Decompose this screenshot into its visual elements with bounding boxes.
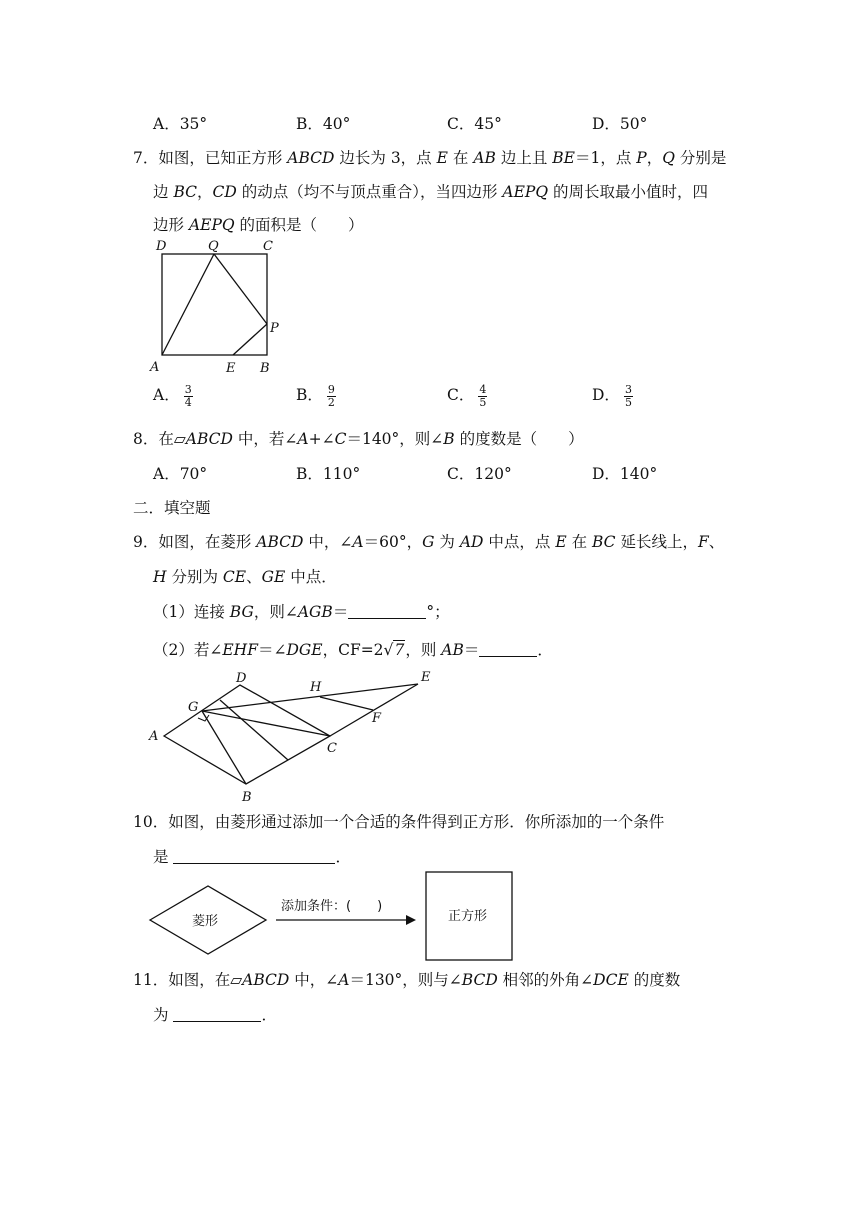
sqrt-symbol: √7 [383, 641, 405, 659]
q10-rhombus-label: 菱形 [192, 914, 219, 929]
q7-stem-line1: 7．如图，已知正方形 ABCD 边长为 3，点 E 在 AB 边上且 BE＝1，点 P，Q 分别是 [133, 149, 727, 167]
q11-stem-line2: 为 ． [153, 1006, 277, 1024]
q7-option-d: D． $\frac{3}{5}$ [592, 382, 632, 409]
q7-label-q: Q [208, 239, 219, 254]
q7-label-p: P [270, 321, 279, 336]
q9-sub1: （1）连接 BG，则∠AGB＝ °； [153, 603, 450, 621]
q7-label-c: C [263, 239, 273, 254]
q7-label-d: D [156, 239, 167, 254]
q9-stem-line2: H 分别为 CE、GE 中点． [153, 568, 337, 586]
q6-option-b: B．40° [296, 115, 351, 133]
q9-sub2: （2）若∠EHF＝∠DGE，CF=2√7，则 AB＝ ． [153, 641, 553, 659]
q9-label-c: C [327, 741, 337, 756]
q7-option-b: B． $\frac{9}{2}$ [296, 382, 335, 409]
q9-rhombus-figure [140, 666, 450, 806]
q7-option-a: A． $\frac{3}{4}$ [153, 382, 192, 409]
q8-option-a: A．70° [153, 465, 208, 483]
q9-label-d: D [236, 671, 247, 686]
q7-label-a: A [150, 360, 160, 375]
section-title-fill-in: 二．填空题 [133, 499, 211, 517]
q7-label-e: E [226, 361, 236, 376]
q7-option-c: C． $\frac{4}{5}$ [447, 382, 487, 409]
q8-option-b: B．110° [296, 465, 361, 483]
q9-label-b: B [242, 790, 252, 805]
q9-stem-line1: 9．如图，在菱形 ABCD 中，∠A＝60°，G 为 AD 中点，点 E 在 BC 延长线上，F、 [133, 533, 725, 551]
q8-stem: 8．在▱ABCD 中，若∠A+∠C＝140°，则∠B 的度数是（ ） [133, 430, 584, 448]
q10-answer-blank[interactable] [173, 848, 335, 864]
q7-stem-line3: 边形 AEPQ 的面积是（ ） [153, 216, 364, 234]
q6-option-c: C．45° [447, 115, 502, 133]
q8-option-d: D．140° [592, 465, 658, 483]
q10-stem-line2: 是 ． [153, 848, 351, 866]
q6-option-a: A．35° [153, 115, 208, 133]
q8-option-c: C．120° [447, 465, 512, 483]
q9-label-g: G [188, 700, 199, 715]
q10-flow-diagram [148, 868, 518, 964]
q7-square-figure [140, 234, 300, 379]
q9-label-e: E [421, 670, 431, 685]
q7-stem-line2: 边 BC，CD 的动点（均不与顶点重合），当四边形 AEPQ 的周长取最小值时，四 [153, 183, 708, 201]
q11-stem-line1: 11．如图，在▱ABCD 中，∠A＝130°，则与∠BCD 相邻的外角∠DCE 的度数 [133, 971, 681, 989]
q7-label-b: B [260, 361, 270, 376]
q9-sub2-answer-blank[interactable] [479, 641, 537, 657]
q9-label-h: H [310, 680, 322, 695]
q6-option-d: D．50° [592, 115, 648, 133]
q9-label-f: F [372, 711, 382, 726]
q11-answer-blank[interactable] [173, 1006, 261, 1022]
q10-square-label: 正方形 [448, 909, 488, 924]
q10-arrow-label: 添加条件：( ) [281, 899, 383, 914]
q9-label-a: A [149, 729, 159, 744]
q10-stem-line1: 10．如图，由菱形通过添加一个合适的条件得到正方形．你所添加的一个条件 [133, 813, 665, 831]
q9-sub1-answer-blank[interactable] [348, 603, 426, 619]
